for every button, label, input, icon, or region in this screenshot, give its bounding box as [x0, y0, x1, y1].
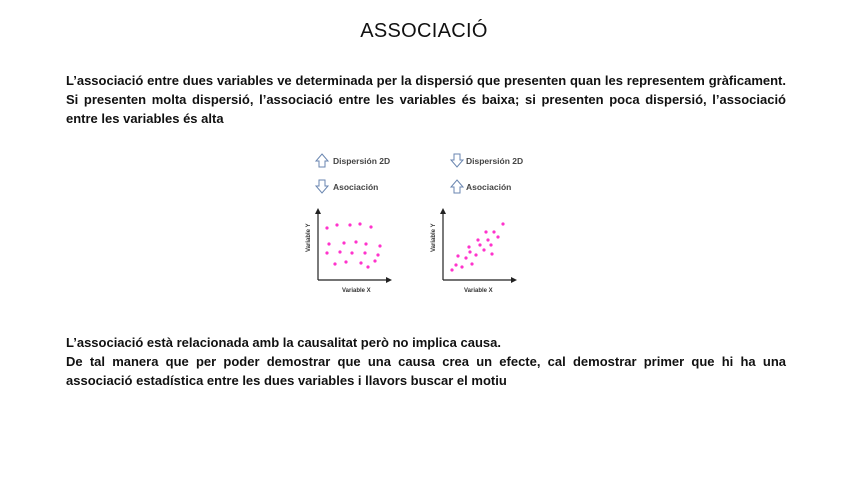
- causality-line-2: De tal manera que per poder demostrar que una causa crea un efecte, cal demostrar primer que hi ha una associació estadística entre les dues variables i llavors buscar el motiu: [66, 354, 786, 388]
- right-xlabel: Variable X: [464, 288, 493, 294]
- right-scatter-point: [492, 230, 495, 233]
- right-scatter-points: [450, 222, 504, 271]
- left-scatter-point: [354, 240, 357, 243]
- left-scatter-point: [342, 241, 345, 244]
- left-scatter-point: [373, 259, 376, 262]
- scatter-figure-svg: [300, 152, 540, 302]
- left-ylabel: Variable Y: [306, 223, 312, 252]
- right-scatter-point: [450, 268, 453, 271]
- right-scatter-point: [484, 230, 487, 233]
- causality-line-1: L’associació està relacionada amb la causalitat però no implica causa.: [66, 335, 501, 350]
- left-scatter-point: [327, 242, 330, 245]
- right-legend: [451, 154, 523, 193]
- right-legend-dispersion: Dispersión 2D: [466, 156, 524, 166]
- up-arrow-icon: [316, 154, 328, 167]
- left-x-arrowhead: [386, 277, 392, 283]
- down-arrow-icon: [451, 154, 463, 167]
- left-scatter-point: [325, 226, 328, 229]
- right-ylabel: Variable Y: [431, 223, 437, 252]
- left-scatter-point: [325, 251, 328, 254]
- left-scatter-point: [350, 251, 353, 254]
- down-arrow-icon: [316, 180, 328, 193]
- left-scatter-point: [363, 251, 366, 254]
- left-scatter-point: [348, 223, 351, 226]
- up-arrow-icon: [451, 180, 463, 193]
- right-scatter-point: [476, 238, 479, 241]
- left-scatter-point: [378, 244, 381, 247]
- right-x-arrowhead: [511, 277, 517, 283]
- left-scatter-point: [358, 222, 361, 225]
- right-scatter-point: [454, 263, 457, 266]
- left-xlabel: Variable X: [342, 288, 371, 294]
- causality-paragraph: [66, 333, 786, 390]
- left-scatter-point: [376, 253, 379, 256]
- right-scatter-point: [501, 222, 504, 225]
- left-legend-asociacion: Asociación: [333, 182, 379, 192]
- scatter-comparison-figure: [300, 152, 540, 302]
- right-scatter-point: [467, 245, 470, 248]
- left-scatter-point: [344, 260, 347, 263]
- left-y-arrowhead: [315, 208, 321, 214]
- right-scatter-point: [482, 248, 485, 251]
- intro-paragraph: L’associació entre dues variables ve determinada per la dispersió que presenten quan les representem gràficament. Si presenten molta dispersió, l’associació entre les variables és baixa; si presenten poca dispersió, l’associació entre les variables és alta: [66, 73, 786, 126]
- left-scatter-point: [359, 261, 362, 264]
- left-scatter-point: [369, 225, 372, 228]
- right-scatter-point: [496, 235, 499, 238]
- left-legend-dispersion: Dispersión 2D: [333, 156, 391, 166]
- left-scatter-point: [338, 250, 341, 253]
- page-title: ASSOCIACIÓ: [360, 20, 488, 42]
- right-legend-asociacion: Asociación: [466, 182, 512, 192]
- right-scatter-point: [456, 254, 459, 257]
- left-scatter-point: [333, 262, 336, 265]
- right-scatter-point: [470, 262, 473, 265]
- right-y-arrowhead: [440, 208, 446, 214]
- right-scatter-point: [474, 253, 477, 256]
- left-scatter-point: [364, 242, 367, 245]
- right-scatter-point: [460, 265, 463, 268]
- right-scatter-point: [478, 243, 481, 246]
- left-plot: [306, 208, 392, 294]
- right-scatter-point: [468, 250, 471, 253]
- left-scatter-point: [366, 265, 369, 268]
- left-scatter-point: [335, 223, 338, 226]
- right-scatter-point: [464, 256, 467, 259]
- right-scatter-point: [490, 252, 493, 255]
- right-plot: [431, 208, 517, 294]
- left-scatter-points: [325, 222, 381, 268]
- right-scatter-point: [486, 238, 489, 241]
- left-legend: [316, 154, 390, 193]
- right-scatter-point: [489, 243, 492, 246]
